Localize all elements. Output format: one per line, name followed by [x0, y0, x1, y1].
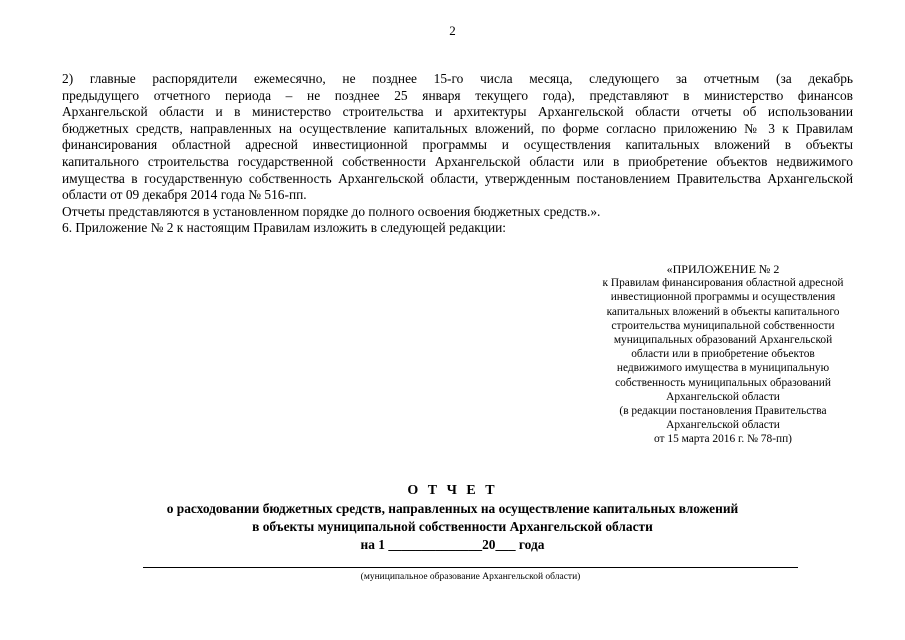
- body-line: [62, 171, 853, 188]
- appendix-line: области или в приобретение объектов: [631, 348, 815, 361]
- body-line-text: предыдущего отчетного периода – не позднее 25 января текущего года), представляют в министерство финансов: [62, 87, 853, 103]
- report-subtitle-line: о расходовании бюджетных средств, направленных на осуществление капитальных вложений: [166, 501, 739, 516]
- report-date-line: на 1 ______________20___ года: [360, 537, 545, 552]
- appendix-title: «ПРИЛОЖЕНИЕ № 2: [666, 262, 780, 276]
- body-line-text: финансирования областной адресной инвестиционной программы и осуществления капитальных вложений в объекты: [62, 137, 853, 153]
- appendix-line: Архангельской области: [666, 419, 780, 432]
- appendix-line: строительства муниципальной собственности: [611, 319, 835, 332]
- body-line: [62, 137, 853, 154]
- body-line: [62, 88, 853, 105]
- appendix-line: инвестиционной программы и осуществления: [610, 291, 836, 304]
- paragraph-2-lines: [62, 71, 853, 204]
- body-line: [62, 104, 853, 121]
- report-subtitle-line: в объекты муниципальной собственности Архангельской области: [252, 519, 653, 534]
- appendix-line: (в редакции постановления Правительства: [619, 405, 827, 418]
- report-title: О Т Ч Е Т: [407, 483, 498, 498]
- body-line: [62, 121, 853, 138]
- page-number: 2: [449, 23, 456, 38]
- appendix-line: к Правилам финансирования областной адресной: [602, 277, 844, 290]
- appendix-header: [566, 262, 880, 447]
- body-line-text: бюджетных средств, направленных на осуществление капитальных вложений, по форме согласно приложению № 3 к Правилам: [62, 120, 853, 136]
- paragraph-item-6: [62, 220, 853, 237]
- body-line-text: имущества в государственную собственность Архангельской области, утвержденным постановлением Правительства Архангельской: [62, 170, 853, 186]
- appendix-line: капитальных вложений в объекты капитального: [606, 305, 840, 318]
- body-line-text: Архангельской области и в министерство строительства и архитектуры Архангельской области отчеты об использовании: [62, 104, 853, 120]
- body-line-text: 2) главные распорядители ежемесячно, не позднее 15-го числа месяца, следующего за отчетным (за декабрь: [62, 71, 853, 86]
- body-line-text: области от 09 декабря 2014 года № 516-пп.: [62, 187, 307, 203]
- body-line: [62, 154, 853, 171]
- appendix-line: Архангельской области: [666, 390, 780, 403]
- report-subtitle: [0, 500, 905, 554]
- municipality-field-caption: (муниципальное образование Архангельской области): [360, 572, 581, 582]
- paragraph-text: 6. Приложение № 2 к настоящим Правилам изложить в следующей редакции:: [62, 220, 507, 236]
- appendix-line: недвижимого имущества в муниципальную: [616, 362, 830, 375]
- appendix-line: собственность муниципальных образований: [615, 376, 831, 389]
- paragraph-text: Отчеты представляются в установленном порядке до полного освоения бюджетных средств.».: [62, 203, 601, 219]
- appendix-line: от 15 марта 2016 г. № 78-пп): [654, 433, 792, 446]
- municipality-fill-line: [143, 567, 798, 568]
- body-line: [62, 187, 853, 204]
- body-text: [62, 71, 853, 237]
- paragraph-reports-note: [62, 204, 853, 221]
- appendix-line: муниципальных образований Архангельской: [613, 334, 833, 347]
- body-line-text: капитального строительства государственной собственности Архангельской области или в приобретение объектов недвижимого: [62, 153, 853, 169]
- body-line: [62, 71, 853, 88]
